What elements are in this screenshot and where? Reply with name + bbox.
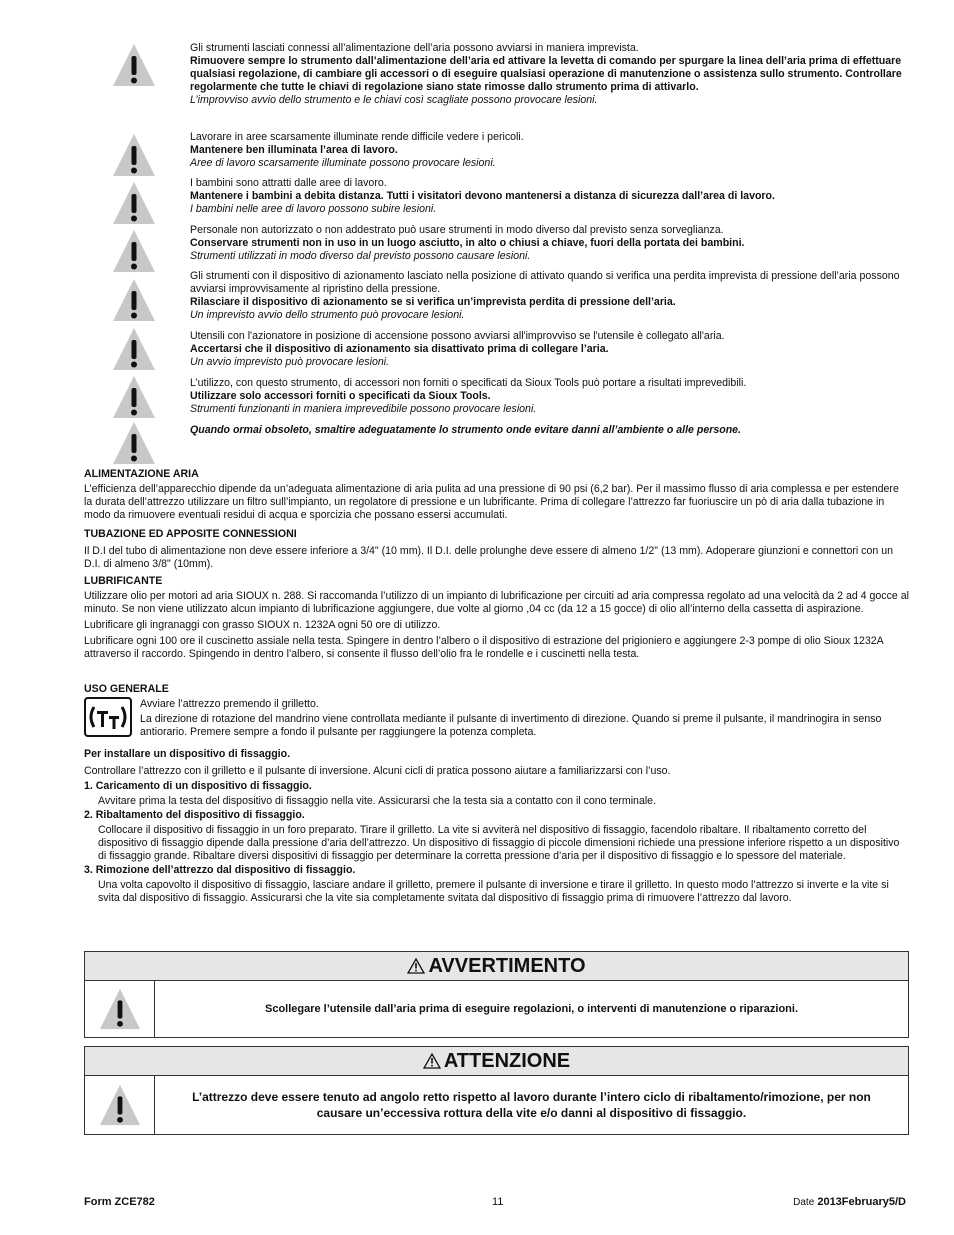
warning-block-lighting [190, 131, 910, 170]
warning-hazard-text: Gli strumenti lasciati connessi all’alimentazione dell’aria possono avviarsi in maniera imprevista. [190, 42, 639, 54]
section-text: Controllare l’attrezzo con il grilletto e il pulsante di inversione. Alcuni cicli di pratica possono aiutare a familiarizzarsi con l’uso. [84, 765, 671, 777]
warning-consequence-text: L’improvviso avvio dello strumento e le chiavi così scagliate possono provocare lesioni. [190, 94, 598, 106]
caution-box-text: L’attrezzo deve essere tenuto ad angolo retto rispetto al lavoro durante l’intero ciclo di ribaltamento/rimozione, per non causare un’eccessiva rottura della vite e/o danni al dispositivo di fissaggio. [192, 1090, 871, 1120]
step-text: Una volta capovolto il dispositivo di fissaggio, lasciare andare il grilletto, premere il pulsante di inversione e tirare il grilletto. In questo modo l’attrezzo si inverte e la vite si svita dal dispositivo di fissaggio. Assicurarsi che la vite sia completamente svitata dal dispositivo di fissaggio prima di rimuovere l’attrezzo dal lavoro. [98, 879, 889, 904]
warning-instruction-text: Rilasciare il dispositivo di azionamento se si verifica un’imprevista perdita di pressione dell’aria. [190, 296, 676, 308]
general-use-line: La direzione di rotazione del mandrino viene controllata mediante il pulsante di invertimento di direzione. Quando si preme il pulsante, il mandrinogira in senso antiorario. Premere sempre a fondo il pulsante per raggiungere la potenza completa. [140, 713, 882, 738]
warning-triangle-icon [111, 42, 157, 88]
section-heading: TUBAZIONE ED APPOSITE CONNESSIONI [84, 528, 297, 540]
caution-box-title: ATTENZIONE [443, 1049, 571, 1072]
alert-triangle-icon [423, 1053, 441, 1069]
general-use-text [140, 698, 910, 739]
warning-box-header [85, 952, 908, 981]
section-heading: Per installare un dispositivo di fissaggio. [84, 748, 291, 760]
warning-triangle-icon [111, 228, 157, 274]
general-use-line: Avviare l’attrezzo premendo il grilletto. [140, 698, 319, 710]
warning-instruction-text: Quando ormai obsoleto, smaltire adeguatamente lo strumento onde evitare danni all’ambiente o alle persone. [190, 424, 741, 436]
step-text: Avvitare prima la testa del dispositivo di fissaggio nella vite. Assicurarsi che la testa sia a contatto con il cono terminale. [98, 795, 657, 807]
warning-instruction-text: Conservare strumenti non in uso in un luogo asciutto, in alto o chiusi a chiave, fuori della portata dei bambini. [190, 237, 745, 249]
warning-block-children [190, 177, 910, 216]
warning-triangle-icon [111, 326, 157, 372]
section-text: Lubrificare gli ingranaggi con grasso SIOUX n. 1232A ogni 50 ore di utilizzo. [84, 619, 441, 631]
warning-hazard-text: Lavorare in aree scarsamente illuminate rende difficile vedere i pericoli. [190, 131, 524, 143]
warning-consequence-text: I bambini nelle aree di lavoro possono subire lesioni. [190, 203, 437, 215]
footer-date-label: Date [793, 1197, 815, 1208]
warning-triangle-icon [111, 132, 157, 178]
warning-consequence-text: Strumenti utilizzati in modo diverso dal previsto possono causare lesioni. [190, 250, 531, 262]
caution-box-body [85, 1076, 908, 1134]
section-text: L’efficienza dell’apparecchio dipende da un’adeguata alimentazione di aria pulita ad una pressione di 90 psi (6,2 bar). Per il massimo flusso di aria complessa e per estendere la durata dell’attrezzo utilizzare un filtro sull’impianto, un regolatore di pressione e un lubrificante. Prima di collegare l’attrezzo far fuoriuscire un pò di aria dalla tubazione in modo da rimuovere eventuali residui di acqua e sporcizia che possano essersi accumulati. [84, 483, 899, 521]
caution-box [84, 1046, 909, 1135]
warning-instruction-text: Accertarsi che il dispositivo di azionamento sia disattivato prima di collegare l’aria. [190, 343, 609, 355]
warning-block-pressure-loss [190, 270, 910, 322]
warning-block-unexpected-start [190, 42, 910, 107]
section-text: Il D.I del tubo di alimentazione non deve essere inferiore a 3/4" (10 mm). Il D.I. delle prolunghe deve essere di almeno 1/2" (13 mm). Adoperare giunzioni e connettori con un D.I. di almeno 3/8" (10mm). [84, 545, 893, 570]
warning-consequence-text: Strumenti funzionanti in maniera imprevedibile possono provocare lesioni. [190, 403, 537, 415]
section-heading: USO GENERALE [84, 683, 169, 695]
warning-hazard-text: Gli strumenti con il dispositivo di azionamento lasciato nella posizione di attivato quando si verifica una perdita imprevista di pressione dell’aria possono avviarsi improvvisamente al ripristino della pressione. [190, 270, 900, 295]
footer-page-number: 11 [492, 1196, 504, 1208]
section-text: Utilizzare olio per motori ad aria SIOUX n. 288. Si raccomanda l’utilizzo di un impianto di lubrificazione per circuiti ad aria compressa regolato ad una velocità da 2 ad 4 gocce al minuto. Se non viene utilizzato alcun impianto di lubrificazione aggiungere, due volte al giorno ,04 cc (da 12 a 15 gocce) di olio all’interno della cassetta di aspirazione. [84, 590, 909, 615]
section-air-supply [84, 468, 910, 522]
warning-hazard-text: L’utilizzo, con questo strumento, di accessori non forniti o specificati da Sioux Tools può portare a risultati imprevedibili. [190, 377, 747, 389]
warning-block-accessories [190, 377, 910, 416]
warning-instruction-text: Mantenere ben illuminata l’area di lavoro. [190, 144, 398, 156]
trigger-operation-icon [84, 697, 132, 737]
footer-date [760, 1196, 906, 1209]
warning-triangle-icon [111, 277, 157, 323]
section-heading: LUBRIFICANTE [84, 575, 163, 587]
warning-box-title: AVVERTIMENTO [428, 954, 586, 977]
section-install [84, 748, 910, 905]
warning-consequence-text: Un avvio imprevisto può provocare lesioni. [190, 356, 390, 368]
warning-consequence-text: Aree di lavoro scarsamente illuminate possono provocare lesioni. [190, 157, 496, 169]
warning-instruction-text: Mantenere i bambini a debita distanza. Tutti i visitatori devono mantenersi a distanza di sicurezza dall’area di lavoro. [190, 190, 775, 202]
warning-box-icon-cell [85, 981, 155, 1037]
section-hoses [84, 528, 910, 571]
warning-triangle-icon [111, 374, 157, 420]
step-text: Collocare il dispositivo di fissaggio in un foro preparato. Tirare il grilletto. La vite si avviterà nel dispositivo di fissaggio, facendolo ribaltare. Il ribaltamento corretto del dispositivo di fissaggio dipende dalla pressione d’aria dell’attrezzo. Un dispositivo di fissaggio di piccole dimensioni richiede una pressione inferiore rispetto a un dispositivo di fissaggio grande. Ribaltare diversi dispositivi di fissaggio per determinare la corretta pressione d’aria per il dispositivo di fissaggio e lo spessore del materiale. [98, 824, 900, 862]
section-text: Lubrificare ogni 100 ore il cuscinetto assiale nella testa. Spingere in dentro l’albero o il dispositivo di estrazione del prigioniero e aggiungere 2-3 pompe di olio Sioux 1232A attraverso il raccordo. Spingendo in dentro l’albero, si consente il flusso dell’olio fra le rondelle e i cuscinetti nella testa. [84, 635, 884, 660]
warning-block-actuator [190, 330, 910, 369]
section-general-use [84, 683, 910, 696]
warning-box-body [85, 981, 908, 1037]
alert-triangle-icon [407, 958, 425, 974]
footer-form-number: Form ZCE782 [84, 1196, 155, 1208]
step-title: 3. Rimozione dell’attrezzo dal dispositivo di fissaggio. [84, 864, 356, 876]
step-title: 2. Ribaltamento del dispositivo di fissaggio. [84, 809, 305, 821]
section-lubricant [84, 575, 910, 661]
warning-triangle-icon [96, 987, 144, 1031]
warning-hazard-text: Personale non autorizzato o non addestrato può usare strumenti in modo diverso dal previsto senza sorveglianza. [190, 224, 724, 236]
step-title: 1. Caricamento di un dispositivo di fissaggio. [84, 780, 312, 792]
warning-instruction-text: Utilizzare solo accessori forniti o specificati da Sioux Tools. [190, 390, 491, 402]
warning-instruction-text: Rimuovere sempre lo strumento dall’alimentazione dell’aria ed attivare la levetta di comando per spurgare la linea dell’aria prima di effettuare qualsiasi regolazione, di cambiare gli accessori o di eseguire qualsiasi operazione di manutenzione o assistenza sullo strumento. Controllare regolarmente che tutte le chiavi di regolazione siano state rimosse dallo strumento prima di attivarlo. [190, 55, 902, 93]
warning-triangle-icon [111, 420, 157, 466]
caution-box-header [85, 1047, 908, 1076]
section-heading: ALIMENTAZIONE ARIA [84, 468, 199, 480]
warning-triangle-icon [111, 180, 157, 226]
warning-hazard-text: I bambini sono attratti dalle aree di lavoro. [190, 177, 387, 189]
warning-consequence-text: Un imprevisto avvio dello strumento può provocare lesioni. [190, 309, 465, 321]
warning-box-text: Scollegare l’utensile dall’aria prima di eseguire regolazioni, o interventi di manutenzione o riparazioni. [264, 1002, 799, 1015]
footer-date-value: 2013February5/D [817, 1196, 906, 1208]
warning-box [84, 951, 909, 1038]
warning-block-storage [190, 224, 910, 263]
warning-hazard-text: Utensili con l'azionatore in posizione di accensione possono avviarsi all'improvviso se l'utensile è collegato all'aria. [190, 330, 725, 342]
caution-box-icon-cell [85, 1076, 155, 1134]
warning-triangle-icon [96, 1083, 144, 1127]
warning-block-disposal [190, 424, 910, 437]
